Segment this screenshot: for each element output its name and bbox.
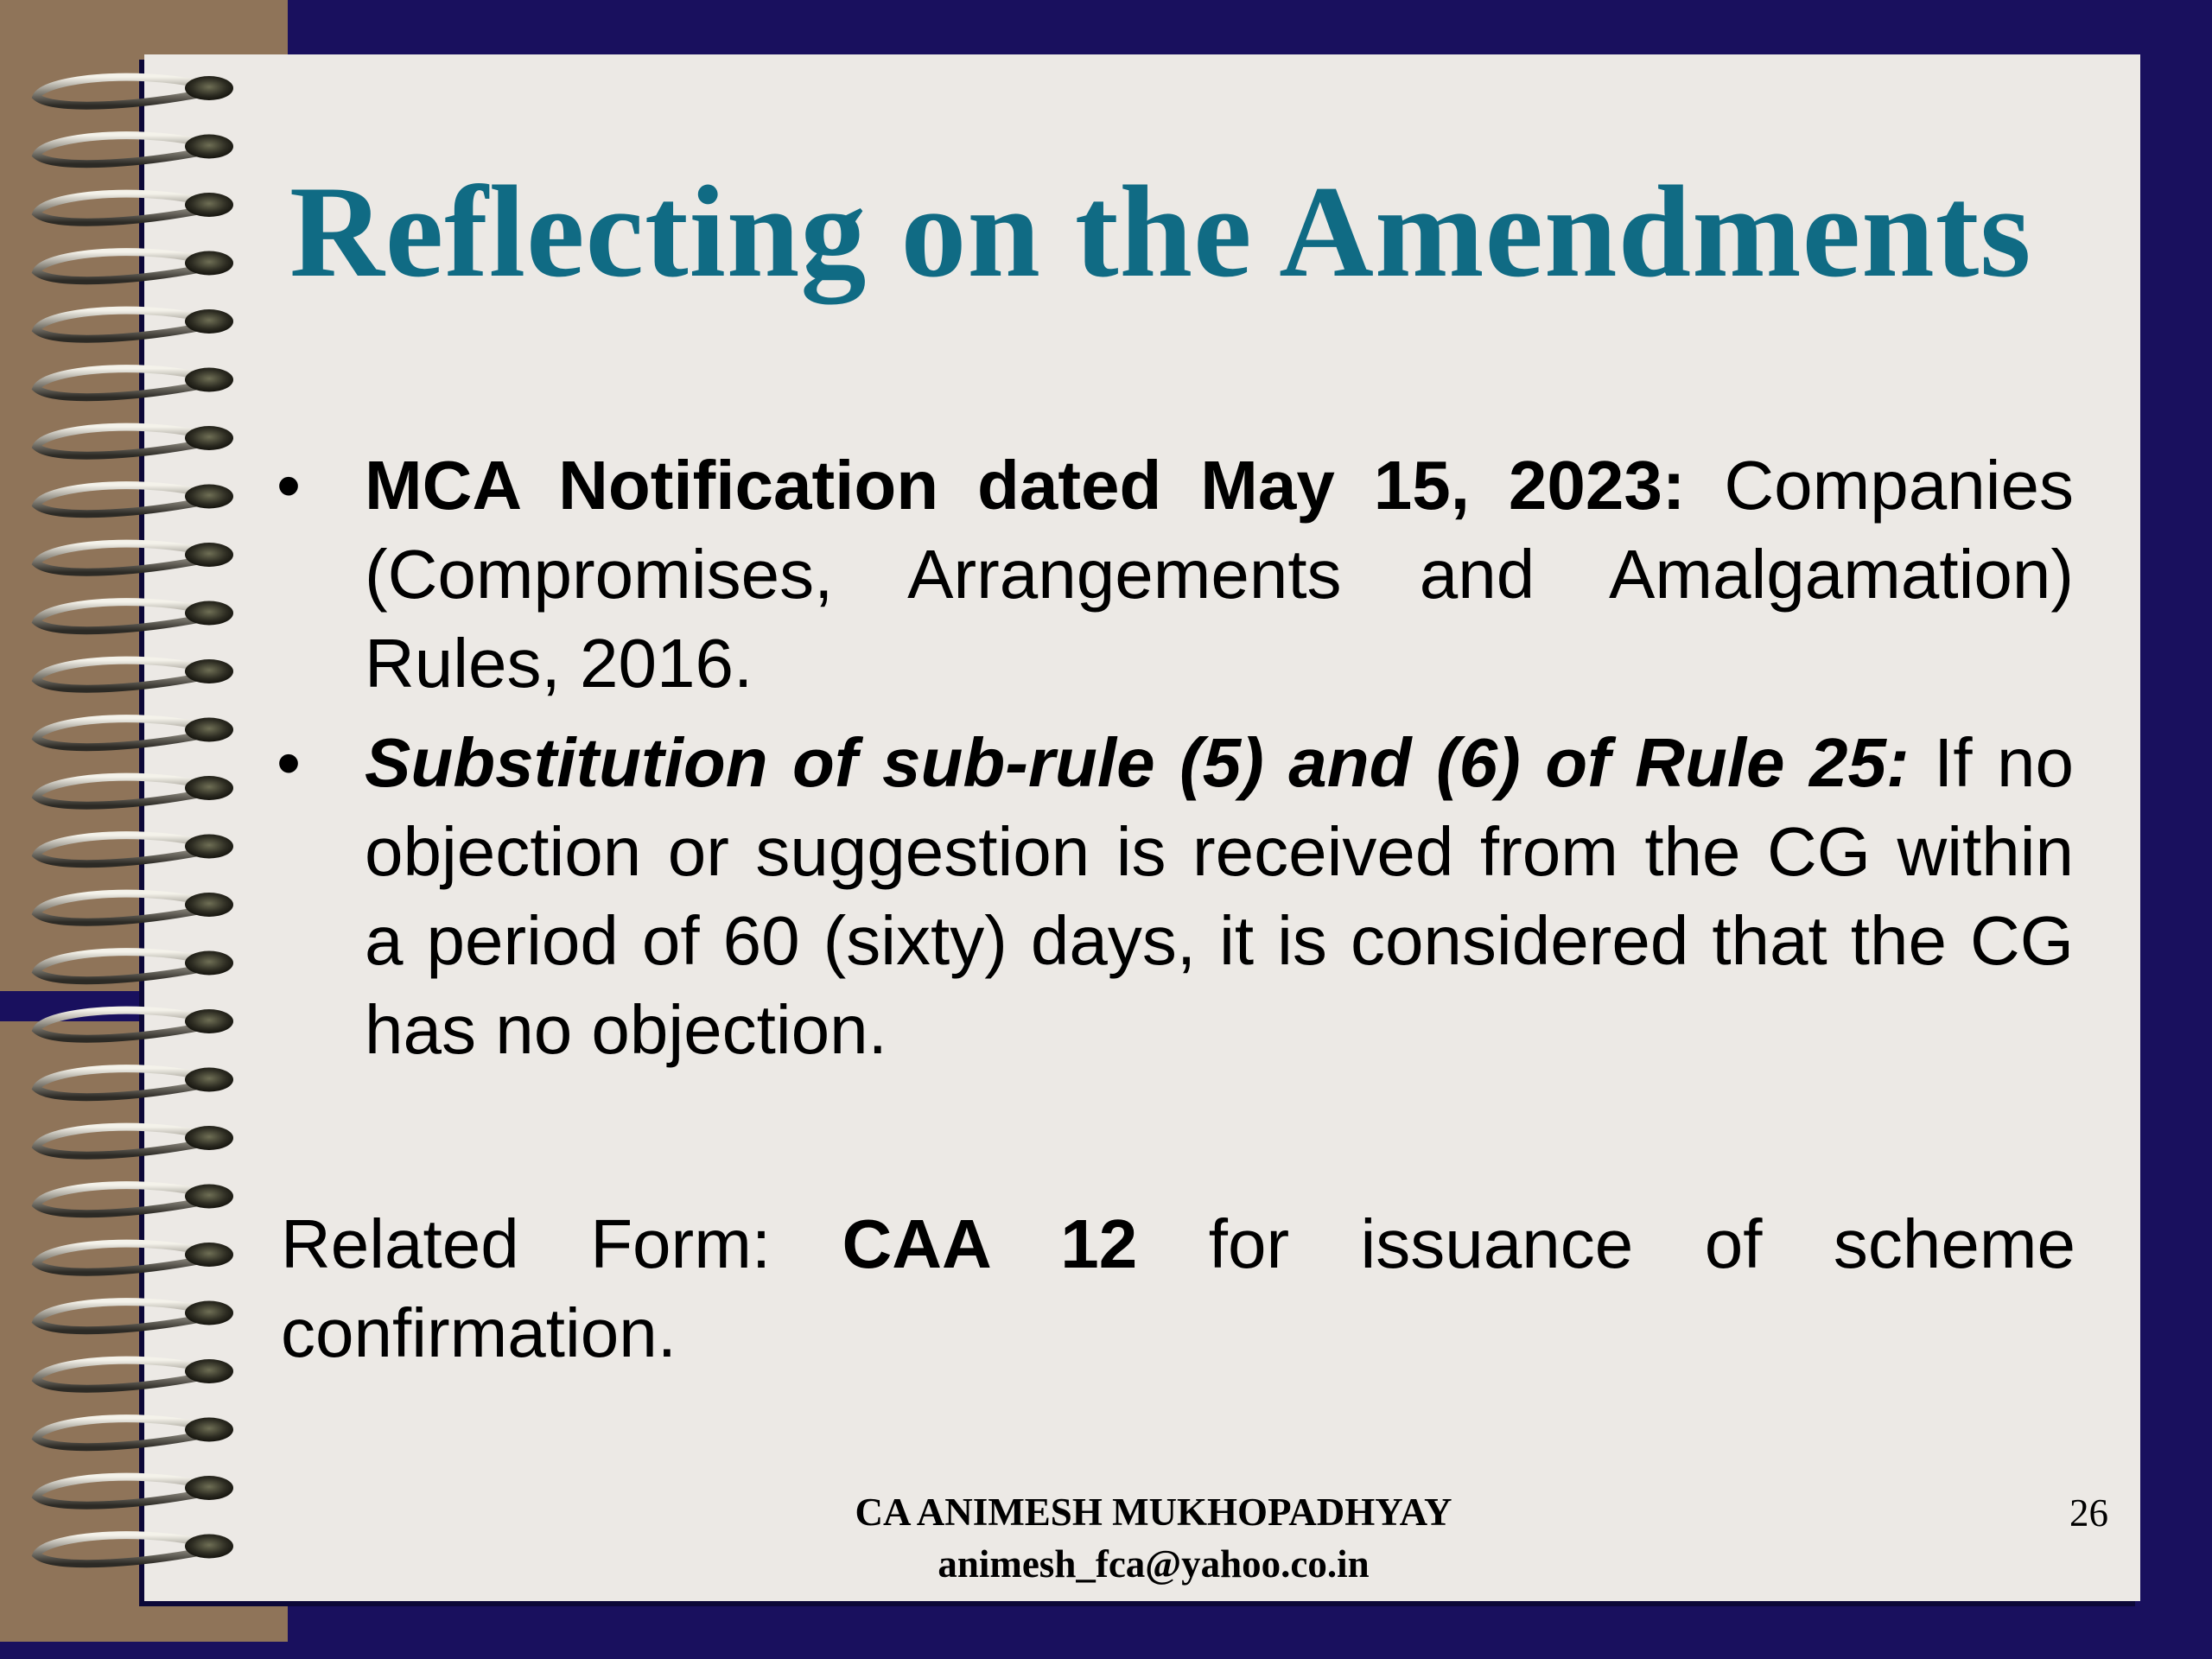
page-number: 26 <box>2069 1491 2108 1535</box>
spiral-ring <box>36 135 233 164</box>
spiral-ring <box>36 193 233 222</box>
related-form-text <box>281 1199 2075 1377</box>
footer-author: CA ANIMESH MUKHOPADHYAY <box>855 1491 1452 1534</box>
spiral-ring <box>36 893 233 922</box>
spiral-ring <box>36 426 233 455</box>
related-prefix: Related Form: <box>281 1205 842 1282</box>
spiral-ring <box>36 1243 233 1272</box>
related-suffix: for issuance of scheme confirmation. <box>281 1205 2075 1371</box>
related-form-code: CAA 12 <box>842 1205 1138 1282</box>
spiral-ring <box>36 1359 233 1389</box>
spiral-ring <box>36 1535 233 1564</box>
bullet-list <box>276 441 2074 1084</box>
spiral-ring <box>36 251 233 281</box>
bullet-marker: • <box>276 724 302 801</box>
spiral-ring <box>36 76 233 105</box>
spiral-ring <box>36 1185 233 1214</box>
spiral-ring <box>36 1009 233 1039</box>
bullet-item-substitution <box>276 718 2074 1074</box>
spiral-ring <box>36 659 233 689</box>
bullet-item-notification <box>276 441 2074 708</box>
footer <box>691 1486 1616 1590</box>
spiral-ring <box>36 309 233 339</box>
spiral-ring <box>36 835 233 864</box>
bullet-lead-notification: MCA Notification dated May 15, 2023: <box>365 447 1686 524</box>
spiral-ring <box>36 951 233 981</box>
spiral-ring <box>36 601 233 631</box>
spiral-ring <box>36 776 233 805</box>
bullet-lead-substitution: Substitution of sub-rule (5) and (6) of Rule 25: <box>365 724 1910 801</box>
bullet-text-notification: Companies (Compromises, Arrangements and Amalgamation) Rules, 2016. <box>365 447 2074 702</box>
spiral-ring <box>36 543 233 572</box>
slide-title: Reflecting on the Amendments <box>289 159 2032 304</box>
spiral-ring <box>36 718 233 747</box>
footer-email: animesh_fca@yahoo.co.in <box>938 1542 1370 1586</box>
spiral-ring <box>36 1301 233 1331</box>
spiral-ring <box>36 485 233 514</box>
spiral-binding-icon <box>26 52 268 1607</box>
spiral-ring <box>36 1126 233 1155</box>
spiral-ring <box>36 1476 233 1505</box>
bullet-text-substitution: If no objection or suggestion is received from the CG within a period of 60 (sixty) days, it is considered that the CG has no objection. <box>365 724 2075 1068</box>
spiral-ring <box>36 1418 233 1447</box>
spiral-ring <box>36 1068 233 1097</box>
spiral-ring <box>36 368 233 397</box>
bullet-marker: • <box>276 447 302 524</box>
